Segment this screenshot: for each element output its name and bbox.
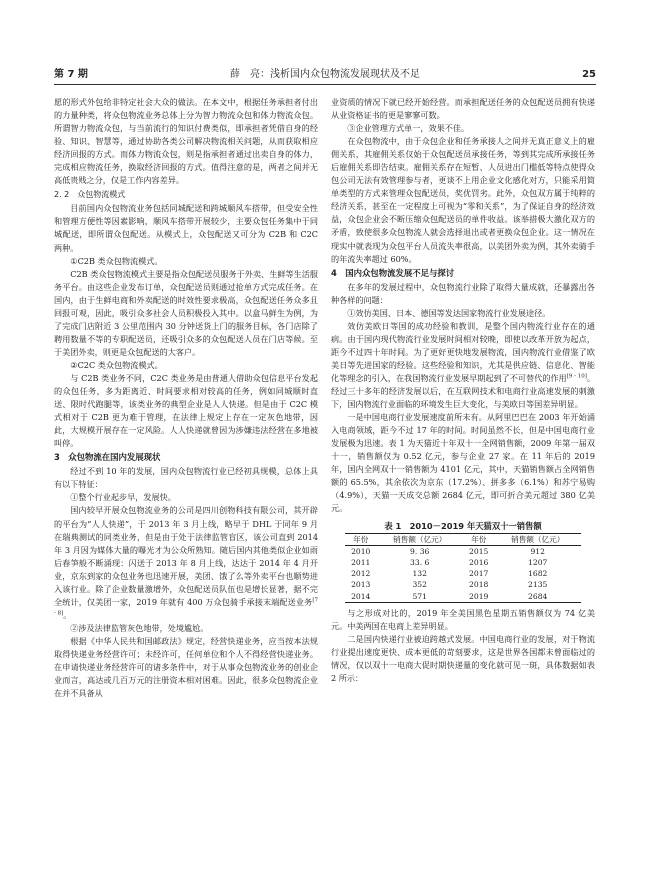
paragraph-text: 国内较早开展众包物流业务的公司是四川创物科技有限公司，其开辟的平台为“人人快递”，于 2013 年 3 月上线，略早于 DHL 于同年 9 月在瑞典测试的同类业务，但是由于处于法律监管盲区，该公司直到 2014 年 3 月因为媒体大量的曝光才为公众所熟知。随后国内其他类似企业如雨后春笋般不断涌现：闪送于 2013 年 8 月上线，达达于 2014 年 4 月开业，京东到家的众包业务也迅速开展，美团、饿了么等外卖平台也顺势进入该行业。除了企业数量激增外，众包配送员队伍也是增长显著，据不完全统计，仅美团一家，2019 年就有 400 万众包骑手承接末端配送业务 bbox=[54, 505, 318, 607]
paragraph-text: 。经过三十多年的经济发展以后，在互联网技术和电商行业高速发展的刺激下，国内物流行业面临的环境发生巨大变化，与美欧日等国差异明显。 bbox=[331, 372, 595, 410]
paragraph bbox=[54, 504, 318, 621]
paragraph: 一是中国电商行业发展速度前所未有。从阿里巴巴在 2003 年开始涌入电商领域，距今不过 17 年的时间。时间虽然不长，但是中国电商行业发展极为迅速。表 1 为天猫近十年双十一全网销售额，2009 年第一届双十一，销售额仅为 0.52 亿元，参与企业 27 家。在 11 年后的 2019 年，国内全网双十一销售额为 4101 亿元，其中，天猫销售额占全网销售额的 65.5%，其余依次为京东（17.2%）、拼多多（6.1%）和苏宁易购（4.9%），天猫一天成交总额 2684 亿元，即可折合美元超过 380 亿美元。 bbox=[331, 412, 595, 514]
list-item: ①C2B 类众包物流模式。 bbox=[70, 255, 163, 266]
list-item: ②涉及法律监管灰色地带，处境尴尬。 bbox=[70, 622, 209, 633]
table-cell: 9. 36 bbox=[410, 546, 430, 556]
table-cell: 2135 bbox=[528, 580, 548, 590]
right-column bbox=[331, 96, 595, 685]
table-cell: 571 bbox=[376, 591, 463, 603]
column-header: 销售额（亿元） bbox=[494, 533, 581, 545]
table-cell: 2015 bbox=[469, 546, 489, 556]
paragraph: 经过不到 10 年的发展，国内众包物流行业已经初具规模，总体上具有以下特征： bbox=[54, 466, 318, 490]
column-header: 年份 bbox=[345, 533, 376, 545]
section-heading: 4 国内众包物流发展不足与探讨 bbox=[331, 267, 455, 278]
table-row bbox=[345, 568, 581, 579]
paragraph: 在众包物流中，由于众包企业和任务承接人之间并无真正意义上的雇佣关系，其雇佣关系仅始于众包配送员承接任务，等到其完成所承接任务后雇佣关系即告结束。雇佣关系存在短暂、人员进出门槛低等特点使得众包公司无法有效管理参与者，更谈不上用企业文化感化对方，只能采用简单类型的方式来管理众包配送员，奖优罚劣。此外，众包双方属于纯粹的经济关系，甚至在一定程度上可视为“零和关系”，为了保证自身的经济效益，众包企业会不断压缩众包配送员的单件收益。该举措极大激化双方的矛盾，致使很多众包物流人就会选择退出或者更换众包企业。这一情况在现实中就表现为众包平台人员流失率很高，以美团外卖为例，其外卖骑手的年流失率超过 60%。 bbox=[331, 136, 595, 264]
table-row bbox=[345, 557, 581, 568]
list-item: ③企业管理方式单一，效果不佳。 bbox=[347, 123, 470, 134]
sales-table bbox=[345, 533, 581, 603]
list-item: ②C2C 类众包物流模式。 bbox=[70, 359, 163, 370]
issue-number: 第 7 期 bbox=[54, 69, 88, 80]
paragraph: 二是国内快递行业被迫跨越式发展。中国电商行业的发展，对于物流行业提出速度更快、成本更低的苛刻要求，这是世界各国都未曾面临过的情况，仅以双十一电商大促时期快递量的变化就可见一斑，具体数据如表 2 所示： bbox=[331, 633, 595, 683]
table-row bbox=[345, 591, 581, 603]
running-title: 薛 亮：浅析国内众包物流发展现状及不足 bbox=[230, 69, 420, 80]
list-item: ①效仿美国、日本、德国等发达国家物流行业发展途径。 bbox=[347, 307, 551, 318]
running-header bbox=[54, 66, 596, 85]
table-cell: 2016 bbox=[469, 557, 489, 567]
citation: [7 - 8] bbox=[54, 597, 318, 617]
left-column bbox=[54, 96, 318, 700]
table-cell: 2018 bbox=[469, 580, 489, 590]
paragraph: 在多年的发展过程中，众包物流行业除了取得大量成就，还暴露出各种各样的问题： bbox=[331, 281, 595, 305]
paragraph: 业资质的情况下就已经开始经营。而承担配送任务的众包配送员拥有快递从业资格证书的更是寥寥可数。 bbox=[331, 97, 595, 121]
table-cell: 33. 6 bbox=[410, 557, 430, 567]
page-number: 25 bbox=[582, 69, 596, 80]
table-cell: 2684 bbox=[494, 591, 581, 603]
table-row bbox=[345, 545, 581, 557]
table-header-row bbox=[345, 533, 581, 545]
table-cell: 2011 bbox=[351, 557, 371, 567]
paragraph bbox=[331, 320, 595, 411]
table-cell: 2019 bbox=[463, 591, 494, 603]
paragraph: 目前国内众包物流业务包括同城配送和跨城顺风车搭带，但受安全性和管理方便性等因素影响，顺风车搭带开展较少，主要众包任务集中于同城配送，即所谓众包配送。从模式上，众包配送又可分为 C2B 和 C2C 两种。 bbox=[54, 203, 318, 253]
list-item: ①整个行业起步早，发展快。 bbox=[70, 492, 176, 503]
citation: [9 - 10] bbox=[566, 373, 587, 380]
section-heading: 3 众包物流在国内发展现状 bbox=[54, 452, 161, 463]
table-cell: 2013 bbox=[351, 580, 371, 590]
table-cell: 132 bbox=[412, 569, 427, 579]
table-block bbox=[331, 519, 595, 603]
paragraph-text: 效仿美欧日等国的成功经验和教训，是整个国内物流行业存在的通病。由于国内现代物流行业发展时间相对较晚，即使以改革开放为起点，距今不过四十年时间。为了更好更快地发展物流，国内物流行业借鉴了欧美日等先进国家的经验。这些经验和知识，尤其是供应链、信息化、智能化等理念的引入，在我国物流行业发展早期起到了不可替代的作用 bbox=[331, 320, 595, 383]
paragraph: 与 C2B 类业务不同，C2C 类业务是由普通人借助众包信息平台发起的众包任务，多为距离近、时间要求相对较高的任务，例如同城顺时直送、限时代跑腿等，该类业务的典型企业是人人快递。但是由于 C2C 模式相对于 C2B 更为难于管理，在法律上规定上存在一定灰色地带，因此，大规模开展存在一定风险。人人快递就曾因为涉嫌违法经营在多地被叫停。 bbox=[54, 372, 318, 449]
table-cell: 912 bbox=[530, 546, 545, 556]
paragraph: C2B 类众包物流模式主要是指众包配送员服务于外卖、生鲜等生活服务平台。由这些企业发布订单，众包配送员则通过抢单方式完成任务。在国内，由于生鲜电商和外卖配送的时效性要求极高，众包配送任务众多且回报可观，因此，吸引众多社会人员积极投入其中。以盒马鲜生为例，为了完成门店附近 3 公里范围内 30 分钟送货上门的服务目标，各门店除了聘用数量不等的专职配送员，还吸引众多的众包配送人员在门店等候。至于美团外卖，则更是众包配送的大客户。 bbox=[54, 268, 318, 357]
table-cell: 2014 bbox=[345, 591, 376, 603]
paragraph-text: 。 bbox=[63, 609, 72, 620]
table-cell: 2017 bbox=[469, 569, 489, 579]
table-cell: 1682 bbox=[528, 569, 548, 579]
table-cell: 2012 bbox=[351, 569, 371, 579]
table-row bbox=[345, 579, 581, 590]
paragraph: 根据《中华人民共和国邮政法》规定，经营快递业务，应当按本法规取得快递业务经营许可；未经许可，任何单位和个人不得经营快递业务。在申请快递业务经营许可的诸多条件中，对于从事众包物流业务的创业企业而言，高达或几百万元的注册资本相对困难。因此，很多众包物流企业在并不具备从 bbox=[54, 635, 318, 699]
table-cell: 1207 bbox=[528, 557, 548, 567]
table-cell: 2010 bbox=[351, 546, 371, 556]
table-caption: 表 1 2010－2019 年天猫双十一销售额 bbox=[384, 520, 542, 531]
paragraph: 与之形成对比的，2019 年全美国黑色星期五销售额仅为 74 亿美元。中美两国在电商上差异明显。 bbox=[331, 607, 595, 631]
subsection-heading: 2. 2 众包物流模式 bbox=[54, 190, 126, 200]
column-header: 销售额（亿元） bbox=[376, 533, 463, 545]
table-cell: 352 bbox=[412, 580, 427, 590]
column-header: 年份 bbox=[463, 533, 494, 545]
paragraph: 愿的形式外包给非特定社会大众的做法。在本文中，根据任务承担者付出的力量种类，将众包物流业务总体上分为智力物流众包和体力物流众包。所谓智力物流众包，与当前流行的知识付费类似，即承担者凭借自身的经验、知识、智慧等，通过协助各类公司解决物流相关问题，从而获取相应经济回报的方式。而体力物流众包，则是指承担者通过出卖自身的体力，完成相应物流任务，换取经济回报的方式。值得注意的是，两者之间并无高低贵贱之分，仅是工作内容差异。 bbox=[54, 97, 318, 186]
